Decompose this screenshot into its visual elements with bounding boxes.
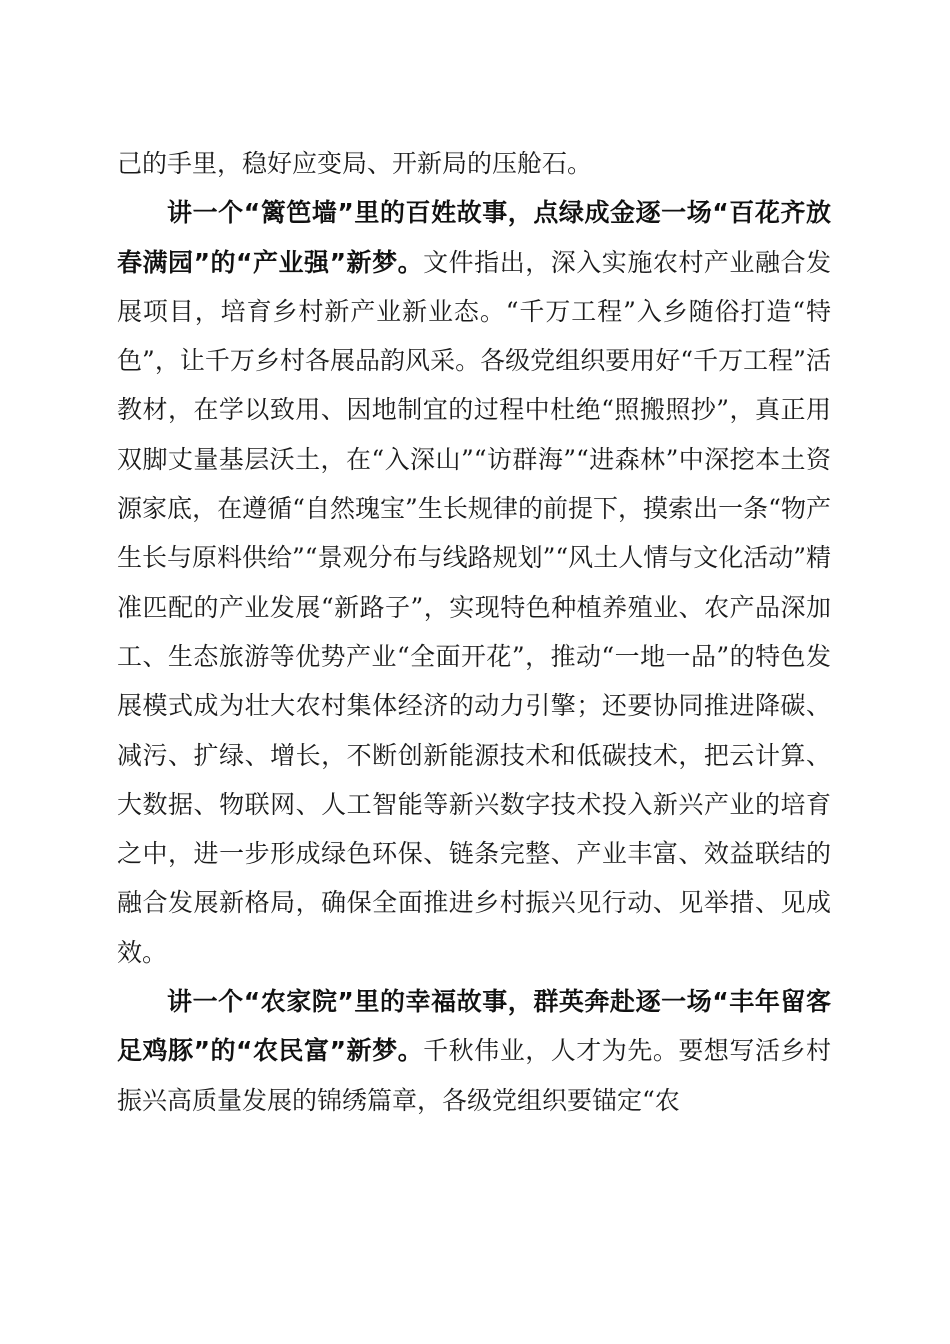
paragraph-text: 文件指出，深入实施农村产业融合发展项目，培育乡村新产业新业态。“千万工程”入乡随俗打造“特色”，让千万乡村各展品韵风采。各级党组织要用好“千万工程”活教材，在学以致用、因地制宜的过程中杜绝“照搬照抄”，真正用双脚丈量基层沃土，在“入深山”“访群海”“进森林”中深挖本土资源家底，在遵循“自然瑰宝”生长规律的前提下，摸索出一条“物产生长与原料供给”“景观分布与线路规划”“风土人情与文化活动”精准匹配的产业发展“新路子”，实现特色种植养殖业、农产品深加工、生态旅游等优势产业“全面开花”，推动“一地一品”的特色发展模式成为壮大农村集体经济的动力引擎；还要协同推进降碳、减污、扩绿、增长，不断创新能源技术和低碳技术，把云计算、大数据、物联网、人工智能等新兴数字技术投入新兴产业的培育之中，进一步形成绿色环保、链条完整、产业丰富、效益联结的融合发展新格局，确保全面推进乡村振兴见行动、见举措、见成效。: [117, 247, 831, 967]
paragraph-lead-heading: 讲一个“农家院”里的幸福故事，群英奔赴逐一场“丰年留客足鸡豚”的“农民富”新梦。: [117, 987, 831, 1066]
paragraph-farmers: [117, 977, 831, 1125]
paragraph-text: 己的手里，稳好应变局、开新局的压舱石。: [117, 149, 593, 178]
paragraph-continued: [117, 139, 831, 188]
paragraph-industry: [117, 188, 831, 977]
paragraph-lead-heading: 讲一个“篱笆墙”里的百姓故事，点绿成金逐一场“百花齐放春满园”的“产业强”新梦。: [117, 198, 831, 277]
document-body: [117, 139, 831, 1125]
paragraph-text: 千秋伟业，人才为先。要想写活乡村振兴高质量发展的锦绣篇章，各级党组织要锚定“农: [117, 1036, 831, 1115]
